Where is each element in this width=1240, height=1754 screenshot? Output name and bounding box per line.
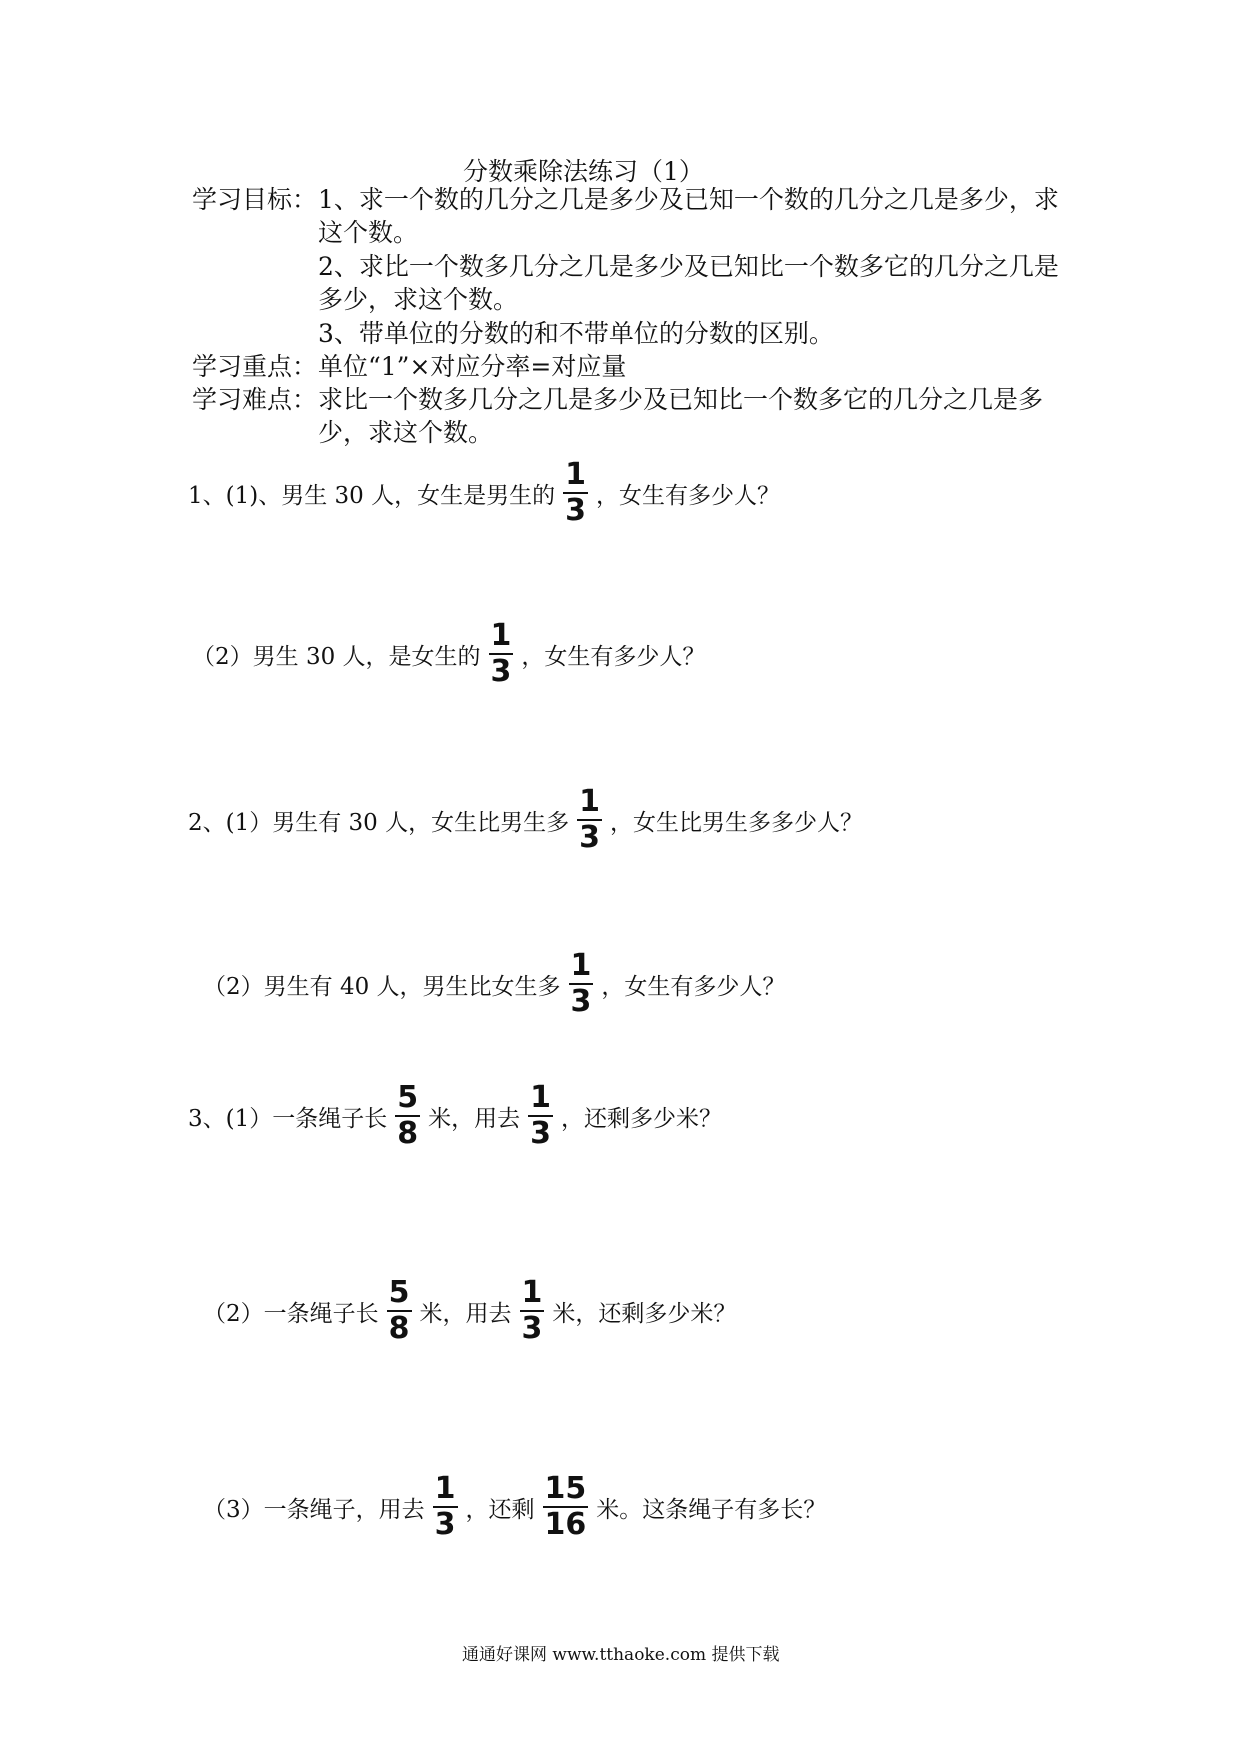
difficulty-label: 学习难点： <box>192 385 318 414</box>
question-3-1: 3、(1）一条绳子长 $\frac{5}{8}$ 米，用去 $\frac{1}{3}$ ，还剩多少米？ <box>188 1080 722 1151</box>
fraction: $\frac{1}{3}$ <box>521 1275 543 1346</box>
fraction: $\frac{1}{3}$ <box>570 948 592 1019</box>
question-1-1: 1、(1)、男生 30 人，女生是男生的 $\frac{1}{3}$ ，女生有多少人？ <box>188 457 780 528</box>
fraction: $\frac{5}{8}$ <box>388 1275 410 1346</box>
objective-line: 1、求一个数的几分之几是多少及已知一个数的几分之几是多少，求 <box>318 185 1059 214</box>
question-2-1: 2、(1）男生有 30 人，女生比男生多 $\frac{1}{3}$ ，女生比男生多多少人？ <box>188 784 864 855</box>
fraction: $\frac{5}{8}$ <box>397 1080 419 1151</box>
objectives-label: 学习目标： <box>192 185 318 214</box>
question-2-2: （2）男生有 40 人，男生比女生多 $\frac{1}{3}$ ，女生有多少人？ <box>203 948 786 1019</box>
key-point-label: 学习重点： <box>192 352 318 381</box>
difficulty-line: 求比一个数多几分之几是多少及已知比一个数多它的几分之几是多 <box>318 385 1044 414</box>
question-3-2: （2）一条绳子长 $\frac{5}{8}$ 米，用去 $\frac{1}{3}$ 米，还剩多少米？ <box>203 1275 737 1346</box>
question-1-2: （2）男生 30 人，是女生的 $\frac{1}{3}$ ，女生有多少人？ <box>192 618 706 689</box>
fraction: $\frac{1}{3}$ <box>565 457 586 528</box>
objective-line: 3、带单位的分数的和不带单位的分数的区别。 <box>318 319 834 348</box>
footer-text: 通通好课网 www.tthaoke.com 提供下载 <box>462 1645 780 1665</box>
fraction: $\frac{15}{16}$ <box>544 1471 587 1542</box>
objective-line: 2、求比一个数多几分之几是多少及已知比一个数多它的几分之几是 <box>318 252 1059 281</box>
page-title: 分数乘除法练习（1） <box>463 157 704 186</box>
objective-line: 这个数。 <box>318 218 419 247</box>
difficulty-line: 少，求这个数。 <box>318 418 494 447</box>
fraction: $\frac{1}{3}$ <box>434 1471 456 1542</box>
fraction: $\frac{1}{3}$ <box>530 1080 551 1151</box>
fraction: $\frac{1}{3}$ <box>490 618 512 689</box>
question-3-3: （3）一条绳子，用去 $\frac{1}{3}$ ，还剩 $\frac{15}{16}$ 米。这条绳子有多长？ <box>203 1471 827 1542</box>
fraction: $\frac{1}{3}$ <box>579 784 601 855</box>
key-point-text: 单位“1”×对应分率=对应量 <box>318 352 627 381</box>
objective-line: 多少，求这个数。 <box>318 285 519 314</box>
